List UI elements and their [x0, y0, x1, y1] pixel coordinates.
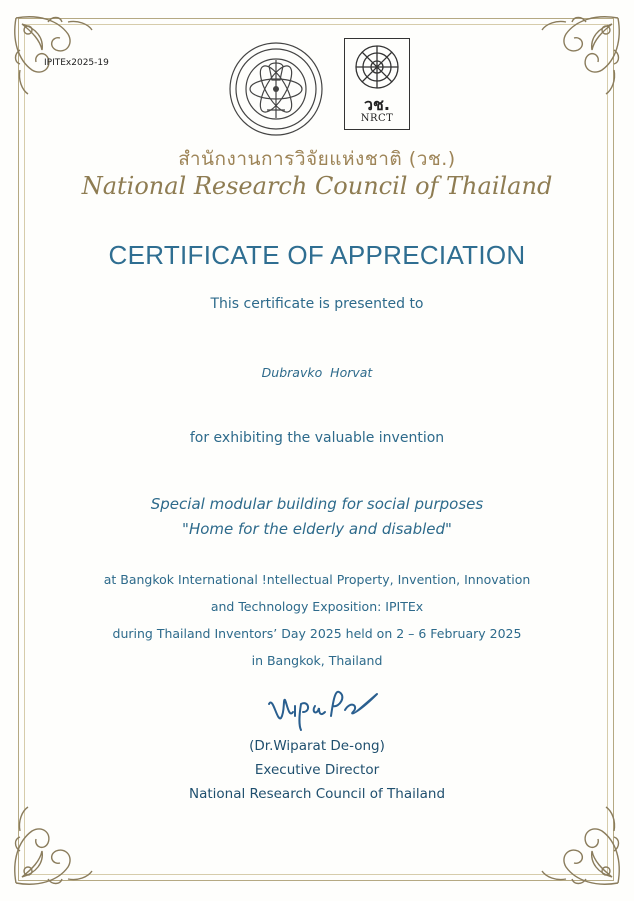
- invention-title-line2: "Home for the elderly and disabled": [182, 520, 452, 538]
- invention-title-line1: Special modular building for social purposes: [150, 495, 484, 513]
- signature-icon: [255, 682, 385, 732]
- event-line3: during Thailand Inventors’ Day 2025 held on 2 – 6 February 2025: [112, 626, 522, 641]
- organization-name-english: National Research Council of Thailand: [81, 172, 553, 200]
- nrct-emblem-icon: [353, 43, 401, 91]
- ministry-seal-icon: [227, 40, 325, 138]
- organization-name-thai: สำนักงานการวิจัยแห่งชาติ (วช.): [178, 148, 456, 170]
- event-line2: and Technology Exposition: IPITEx: [210, 599, 424, 614]
- corner-ornament-bottom-right: [536, 801, 626, 891]
- event-line1: at Bangkok International !ntellectual Property, Invention, Innovation: [103, 572, 531, 587]
- reference-code: IPITEx2025-19: [44, 58, 109, 68]
- event-line4: in Bangkok, Thailand: [251, 653, 383, 668]
- recipient-name: Dubravko Horvat: [261, 365, 373, 380]
- presented-text: This certificate is presented to: [210, 296, 424, 312]
- signatory-position: Executive Director: [254, 762, 380, 778]
- signatory-name: (Dr.Wiparat De-ong): [249, 738, 385, 754]
- reason-text: for exhibiting the valuable invention: [189, 430, 445, 446]
- corner-ornament-bottom-left: [8, 801, 98, 891]
- corner-ornament-top-left: [8, 10, 98, 100]
- corner-ornament-top-right: [536, 10, 626, 100]
- nrct-logo: [344, 38, 410, 130]
- nrct-abbr-thai: วช.: [364, 95, 390, 114]
- signatory-organization: National Research Council of Thailand: [188, 786, 446, 802]
- nrct-abbr-english: NRCT: [360, 113, 394, 124]
- certificate-title: CERTIFICATE OF APPRECIATION: [108, 240, 526, 270]
